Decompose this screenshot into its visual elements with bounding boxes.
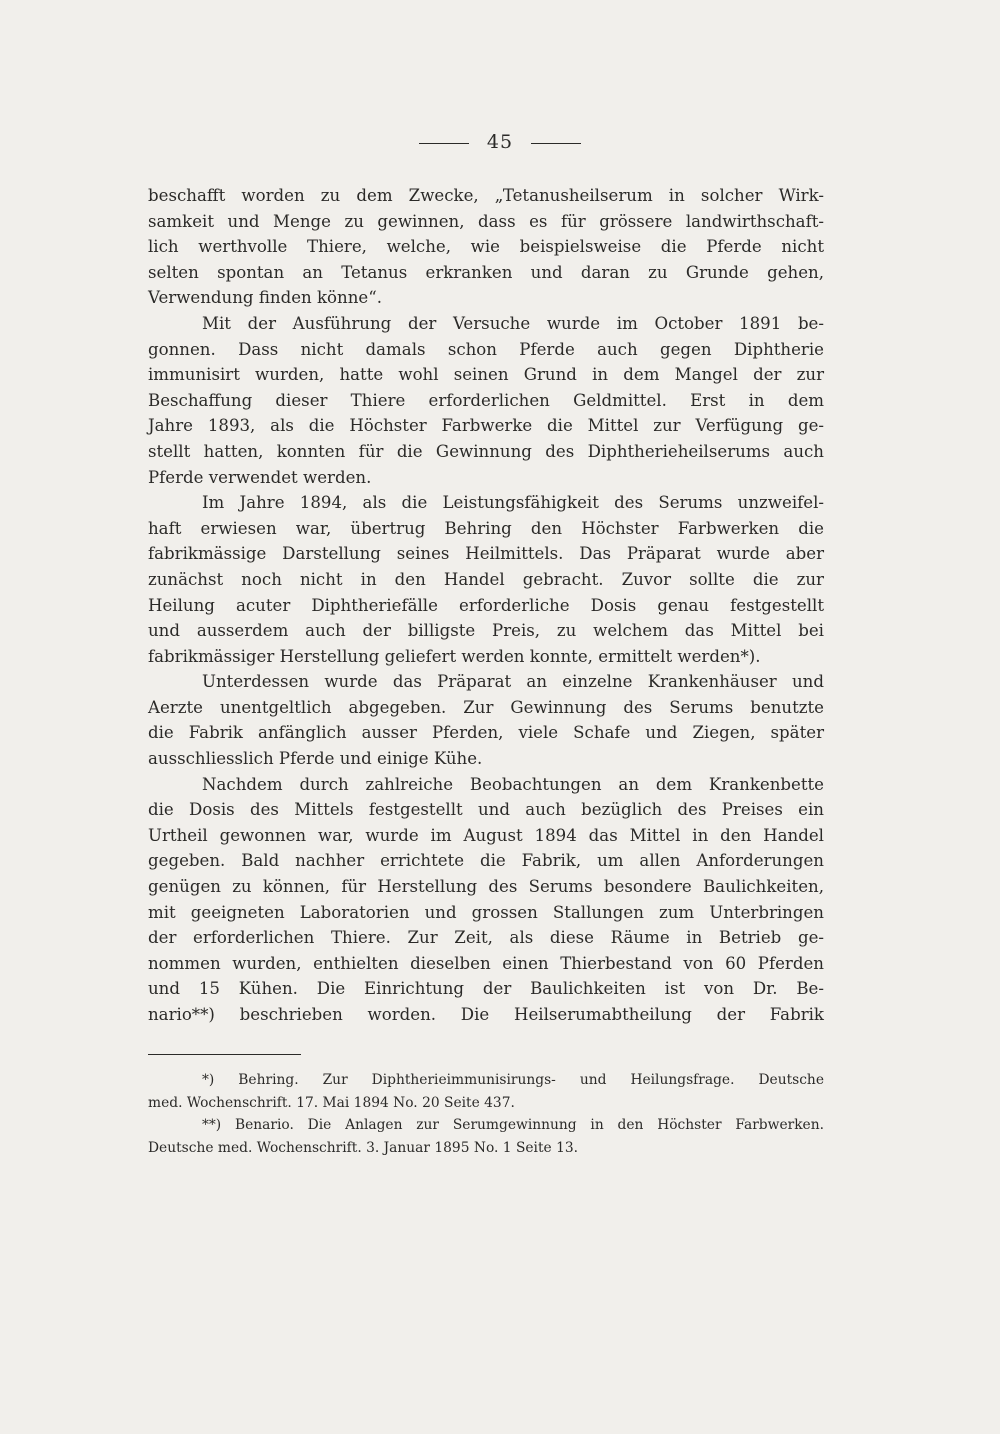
text-line: Im Jahre 1894, als die Leistungsfähigkeit des Serums unzweifel- — [202, 493, 824, 513]
text-line: fabrikmässige Darstellung seines Heilmittels. Das Präparat wurde aber — [148, 544, 824, 564]
text-line: Urtheil gewonnen war, wurde im August 1894 das Mittel in den Handel — [148, 825, 824, 845]
page-number-text: 45 — [486, 131, 514, 153]
page-number-dash-left — [419, 143, 469, 144]
text-line: Unterdessen wurde das Präparat an einzelne Krankenhäuser und — [202, 672, 824, 692]
text-line: fabrikmässiger Herstellung geliefert werden konnte, ermittelt werden*). — [148, 646, 761, 666]
text-line: ausschliesslich Pferde und einige Kühe. — [148, 749, 483, 769]
text-line: mit geeigneten Laboratorien und grossen Stallungen zum Unterbringen — [148, 902, 824, 922]
text-line: Pferde verwendet werden. — [148, 467, 372, 487]
footnote-divider — [148, 1054, 301, 1055]
footnotes — [148, 1069, 824, 1159]
text-line: und 15 Kühen. Die Einrichtung der Baulichkeiten ist von Dr. Be- — [148, 979, 824, 999]
text-line: Beschaffung dieser Thiere erforderlichen Geldmittel. Erst in dem — [148, 390, 824, 410]
text-line: stellt hatten, konnten für die Gewinnung des Diphtherieheilserums auch — [148, 441, 824, 461]
page-number — [0, 131, 1000, 153]
text-line: gegeben. Bald nachher errichtete die Fabrik, um allen Anforderungen — [148, 851, 824, 871]
text-line: Jahre 1893, als die Höchster Farbwerke die Mittel zur Verfügung ge- — [148, 416, 824, 436]
text-line: nommen wurden, enthielten dieselben einen Thierbestand von 60 Pferden — [148, 953, 824, 973]
text-line: Nachdem durch zahlreiche Beobachtungen an dem Krankenbette — [202, 774, 824, 794]
text-line: beschafft worden zu dem Zwecke, „Tetanusheilserum in solcher Wirk- — [148, 186, 824, 205]
text-line: nario**) beschrieben worden. Die Heilserumabtheilung der Fabrik — [148, 1005, 824, 1024]
text-line: samkeit und Menge zu gewinnen, dass es für grössere landwirthschaft- — [148, 211, 824, 231]
text-line: immunisirt wurden, hatte wohl seinen Grund in dem Mangel der zur — [148, 365, 824, 385]
text-line: die Fabrik anfänglich ausser Pferden, viele Schafe und Ziegen, später — [148, 723, 824, 743]
text-line: Mit der Ausführung der Versuche wurde im October 1891 be- — [202, 313, 824, 333]
text-line: lich werthvolle Thiere, welche, wie beispielsweise die Pferde nicht — [148, 237, 824, 257]
page-number-dash-right — [531, 143, 581, 144]
text-line: selten spontan an Tetanus erkranken und daran zu Grunde gehen, — [148, 262, 824, 282]
text-line: genügen zu können, für Herstellung des Serums besondere Baulichkeiten, — [148, 877, 824, 897]
text-line: zunächst noch nicht in den Handel gebracht. Zuvor sollte die zur — [148, 569, 824, 589]
text-line: die Dosis des Mittels festgestellt und auch bezüglich des Preises ein — [148, 800, 824, 820]
text-line: Verwendung finden könne“. — [148, 288, 382, 308]
text-line: der erforderlichen Thiere. Zur Zeit, als diese Räume in Betrieb ge- — [148, 928, 824, 948]
footnote-line: **) Benario. Die Anlagen zur Serumgewinnung in den Höchster Farbwerken. — [202, 1117, 824, 1134]
footnote-line: med. Wochenschrift. 17. Mai 1894 No. 20 Seite 437. — [148, 1094, 515, 1111]
footnote-line: Deutsche med. Wochenschrift. 3. Januar 1895 No. 1 Seite 13. — [148, 1139, 579, 1156]
text-line: Aerzte unentgeltlich abgegeben. Zur Gewinnung des Serums benutzte — [148, 697, 824, 717]
text-line: und ausserdem auch der billigste Preis, zu welchem das Mittel bei — [148, 621, 824, 641]
footnote-line: *) Behring. Zur Diphtherieimmunisirungs- und Heilungsfrage. Deutsche — [202, 1072, 824, 1088]
body-text — [148, 183, 824, 1028]
text-line: Heilung acuter Diphtheriefälle erforderliche Dosis genau festgestellt — [148, 595, 824, 615]
text-line: haft erwiesen war, übertrug Behring den Höchster Farbwerken die — [148, 518, 824, 538]
text-line: gonnen. Dass nicht damals schon Pferde auch gegen Diphtherie — [148, 339, 824, 359]
